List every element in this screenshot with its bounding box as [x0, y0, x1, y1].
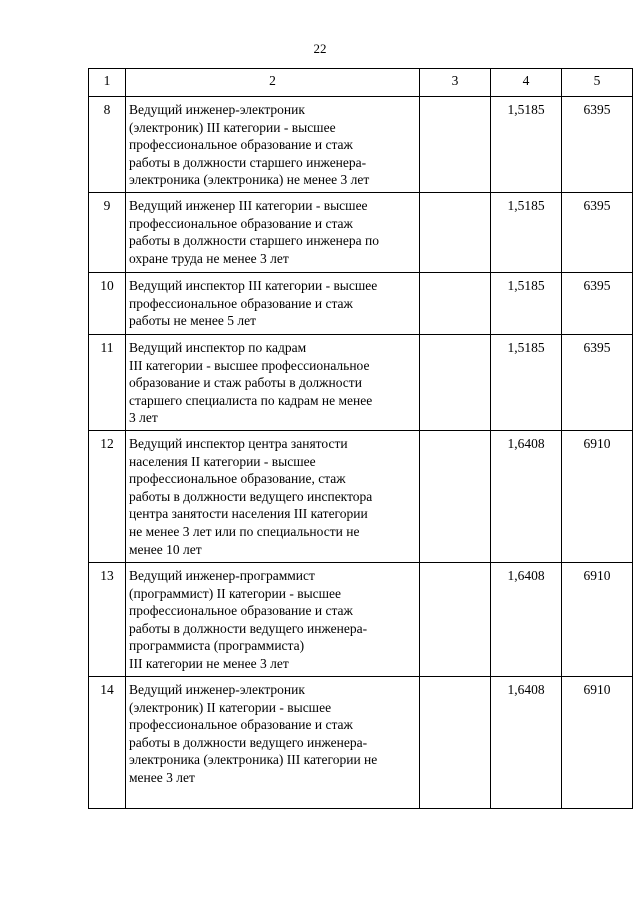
- table-row: [89, 273, 633, 335]
- coefficient-value: 1,5185: [491, 335, 562, 431]
- row-number: 14: [89, 677, 126, 809]
- table-row: [89, 677, 633, 809]
- row-number: 9: [89, 193, 126, 273]
- position-description: Ведущий инспектор по кадрам III категории - высшее профессиональное образование и стаж работы в должности старшего специалиста по кадрам не менее 3 лет: [126, 335, 420, 431]
- salary-value: 6395: [562, 273, 633, 335]
- coefficient-value: 1,6408: [491, 431, 562, 563]
- row-col-3: [420, 335, 491, 431]
- salary-value: 6910: [562, 677, 633, 809]
- header-col-3: 3: [420, 69, 491, 97]
- table-row: [89, 97, 633, 193]
- position-description: Ведущий инспектор III категории - высшее профессиональное образование и стаж работы не менее 5 лет: [126, 273, 420, 335]
- row-col-3: [420, 431, 491, 563]
- salary-table: [88, 68, 633, 809]
- row-number: 12: [89, 431, 126, 563]
- table-row: [89, 563, 633, 677]
- salary-value: 6395: [562, 97, 633, 193]
- salary-value: 6395: [562, 193, 633, 273]
- coefficient-value: 1,6408: [491, 677, 562, 809]
- position-description: Ведущий инженер-электроник (электроник) II категории - высшее профессиональное образование и стаж работы в должности ведущего инженера- электроника (электроника) III категории не менее 3 лет: [126, 677, 420, 809]
- table-row: [89, 193, 633, 273]
- coefficient-value: 1,6408: [491, 563, 562, 677]
- row-col-3: [420, 273, 491, 335]
- header-col-1: 1: [89, 69, 126, 97]
- coefficient-value: 1,5185: [491, 97, 562, 193]
- page-number: 22: [313, 41, 327, 56]
- salary-value: 6395: [562, 335, 633, 431]
- row-col-3: [420, 97, 491, 193]
- position-description: Ведущий инженер III категории - высшее профессиональное образование и стаж работы в должности старшего инженера по охране труда не менее 3 лет: [126, 193, 420, 273]
- row-number: 11: [89, 335, 126, 431]
- salary-value: 6910: [562, 563, 633, 677]
- position-description: Ведущий инженер-электроник (электроник) III категории - высшее профессиональное образование и стаж работы в должности старшего инженера- электроника (электроника) не менее 3 лет: [126, 97, 420, 193]
- table-header-row: [89, 69, 633, 97]
- row-number: 8: [89, 97, 126, 193]
- coefficient-value: 1,5185: [491, 273, 562, 335]
- table-row: [89, 335, 633, 431]
- row-col-3: [420, 677, 491, 809]
- header-col-5: 5: [562, 69, 633, 97]
- row-number: 13: [89, 563, 126, 677]
- header-col-4: 4: [491, 69, 562, 97]
- table-row: [89, 431, 633, 563]
- position-description: Ведущий инженер-программист (программист) II категории - высшее профессиональное образование и стаж работы в должности ведущего инженера- программиста (программиста) III категории не менее 3 лет: [126, 563, 420, 677]
- row-number: 10: [89, 273, 126, 335]
- header-col-2: 2: [126, 69, 420, 97]
- row-col-3: [420, 193, 491, 273]
- position-description: Ведущий инспектор центра занятости населения II категории - высшее профессиональное образование, стаж работы в должности ведущего инспектора центра занятости населения III категории не менее 3 лет или по специальности не менее 10 лет: [126, 431, 420, 563]
- salary-value: 6910: [562, 431, 633, 563]
- coefficient-value: 1,5185: [491, 193, 562, 273]
- row-col-3: [420, 563, 491, 677]
